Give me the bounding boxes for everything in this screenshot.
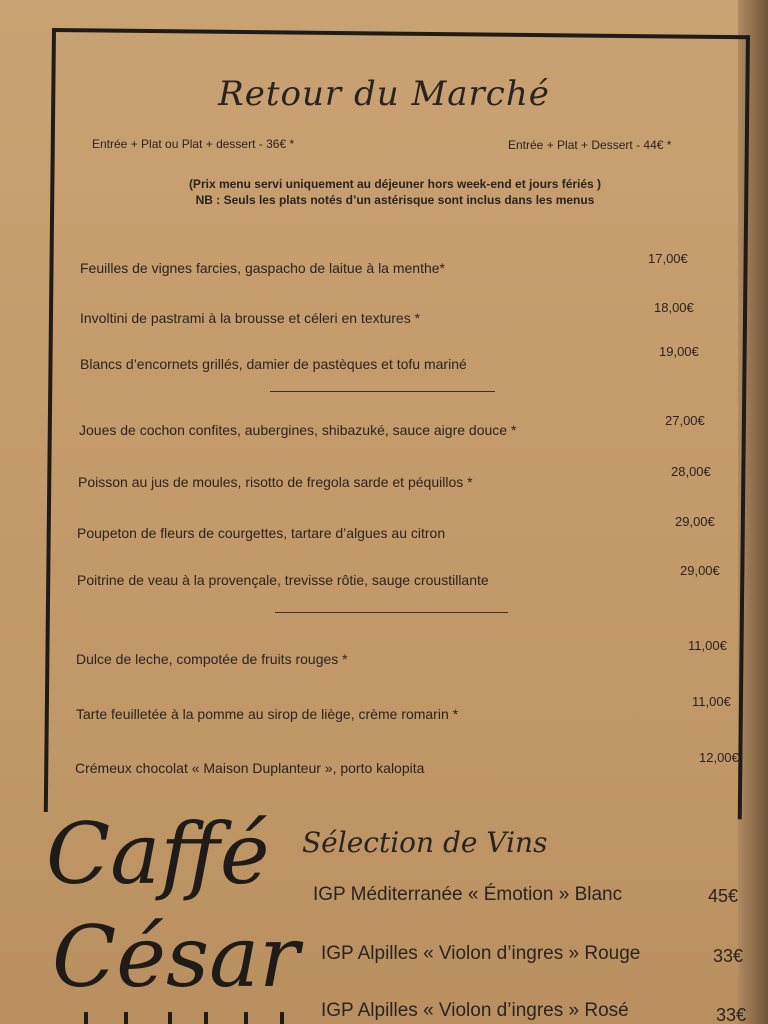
main-4-name: Poitrine de veau à la provençale, trevisse rôtie, sauge croustillante: [77, 572, 489, 588]
main-1-name: Joues de cochon confites, aubergines, shibazuké, sauce aigre douce *: [79, 422, 517, 438]
wine-3-name: IGP Alpilles « Violon d’ingres » Rosé: [321, 1000, 629, 1021]
starter-2-price: 18,00€: [654, 300, 694, 315]
menu-note-line2: NB : Seuls les plats notés d’un astérisque sont inclus dans les menus: [195, 193, 595, 207]
starter-1-name: Feuilles de vignes farcies, gaspacho de laitue à la menthe*: [80, 260, 445, 276]
formula-right: Entrée + Plat + Dessert - 44€ *: [508, 138, 672, 152]
main-1-price: 27,00€: [665, 413, 705, 428]
menu-title: Retour du Marché: [218, 74, 550, 114]
brand-cropped-text: [84, 1012, 294, 1024]
wine-1-name: IGP Méditerranée « Émotion » Blanc: [313, 884, 623, 905]
main-2-name: Poisson au jus de moules, risotto de fregola sarde et péquillos *: [78, 474, 473, 490]
formula-left: Entrée + Plat ou Plat + dessert - 36€ *: [92, 137, 295, 151]
brand-line1: Caffé: [46, 805, 270, 903]
dessert-3-name: Crémeux chocolat « Maison Duplanteur », porto kalopita: [75, 760, 425, 776]
dessert-2-name: Tarte feuilletée à la pomme au sirop de liège, crème romarin *: [76, 706, 459, 722]
main-3-name: Poupeton de fleurs de courgettes, tartare d’algues au citron: [77, 525, 446, 541]
wine-selection-title: Sélection de Vins: [302, 826, 548, 859]
menu-note-line1: (Prix menu servi uniquement au déjeuner hors week-end et jours fériés ): [188, 177, 602, 191]
separator-mains: [275, 612, 508, 613]
wine-2-name: IGP Alpilles « Violon d’ingres » Rouge: [321, 943, 641, 964]
dessert-1-name: Dulce de leche, compotée de fruits rouges *: [76, 651, 348, 667]
starter-3-name: Blancs d’encornets grillés, damier de pastèques et tofu mariné: [80, 356, 467, 372]
brand-line2: César: [52, 908, 300, 1006]
starter-2-name: Involtini de pastrami à la brousse et céleri en textures *: [80, 310, 421, 326]
starter-1-price: 17,00€: [648, 251, 688, 266]
dessert-1-price: 11,00€: [688, 638, 727, 653]
wine-2-price: 33€: [713, 946, 744, 966]
main-2-price: 28,00€: [671, 464, 711, 479]
separator-starters: [270, 391, 495, 392]
main-4-price: 29,00€: [680, 563, 720, 578]
wine-1-price: 45€: [708, 886, 739, 906]
wine-3-price: 33€: [716, 1005, 747, 1024]
starter-3-price: 19,00€: [659, 344, 699, 359]
dessert-3-price: 12,00€: [699, 750, 739, 765]
main-3-price: 29,00€: [675, 514, 715, 529]
dessert-2-price: 11,00€: [692, 694, 731, 709]
